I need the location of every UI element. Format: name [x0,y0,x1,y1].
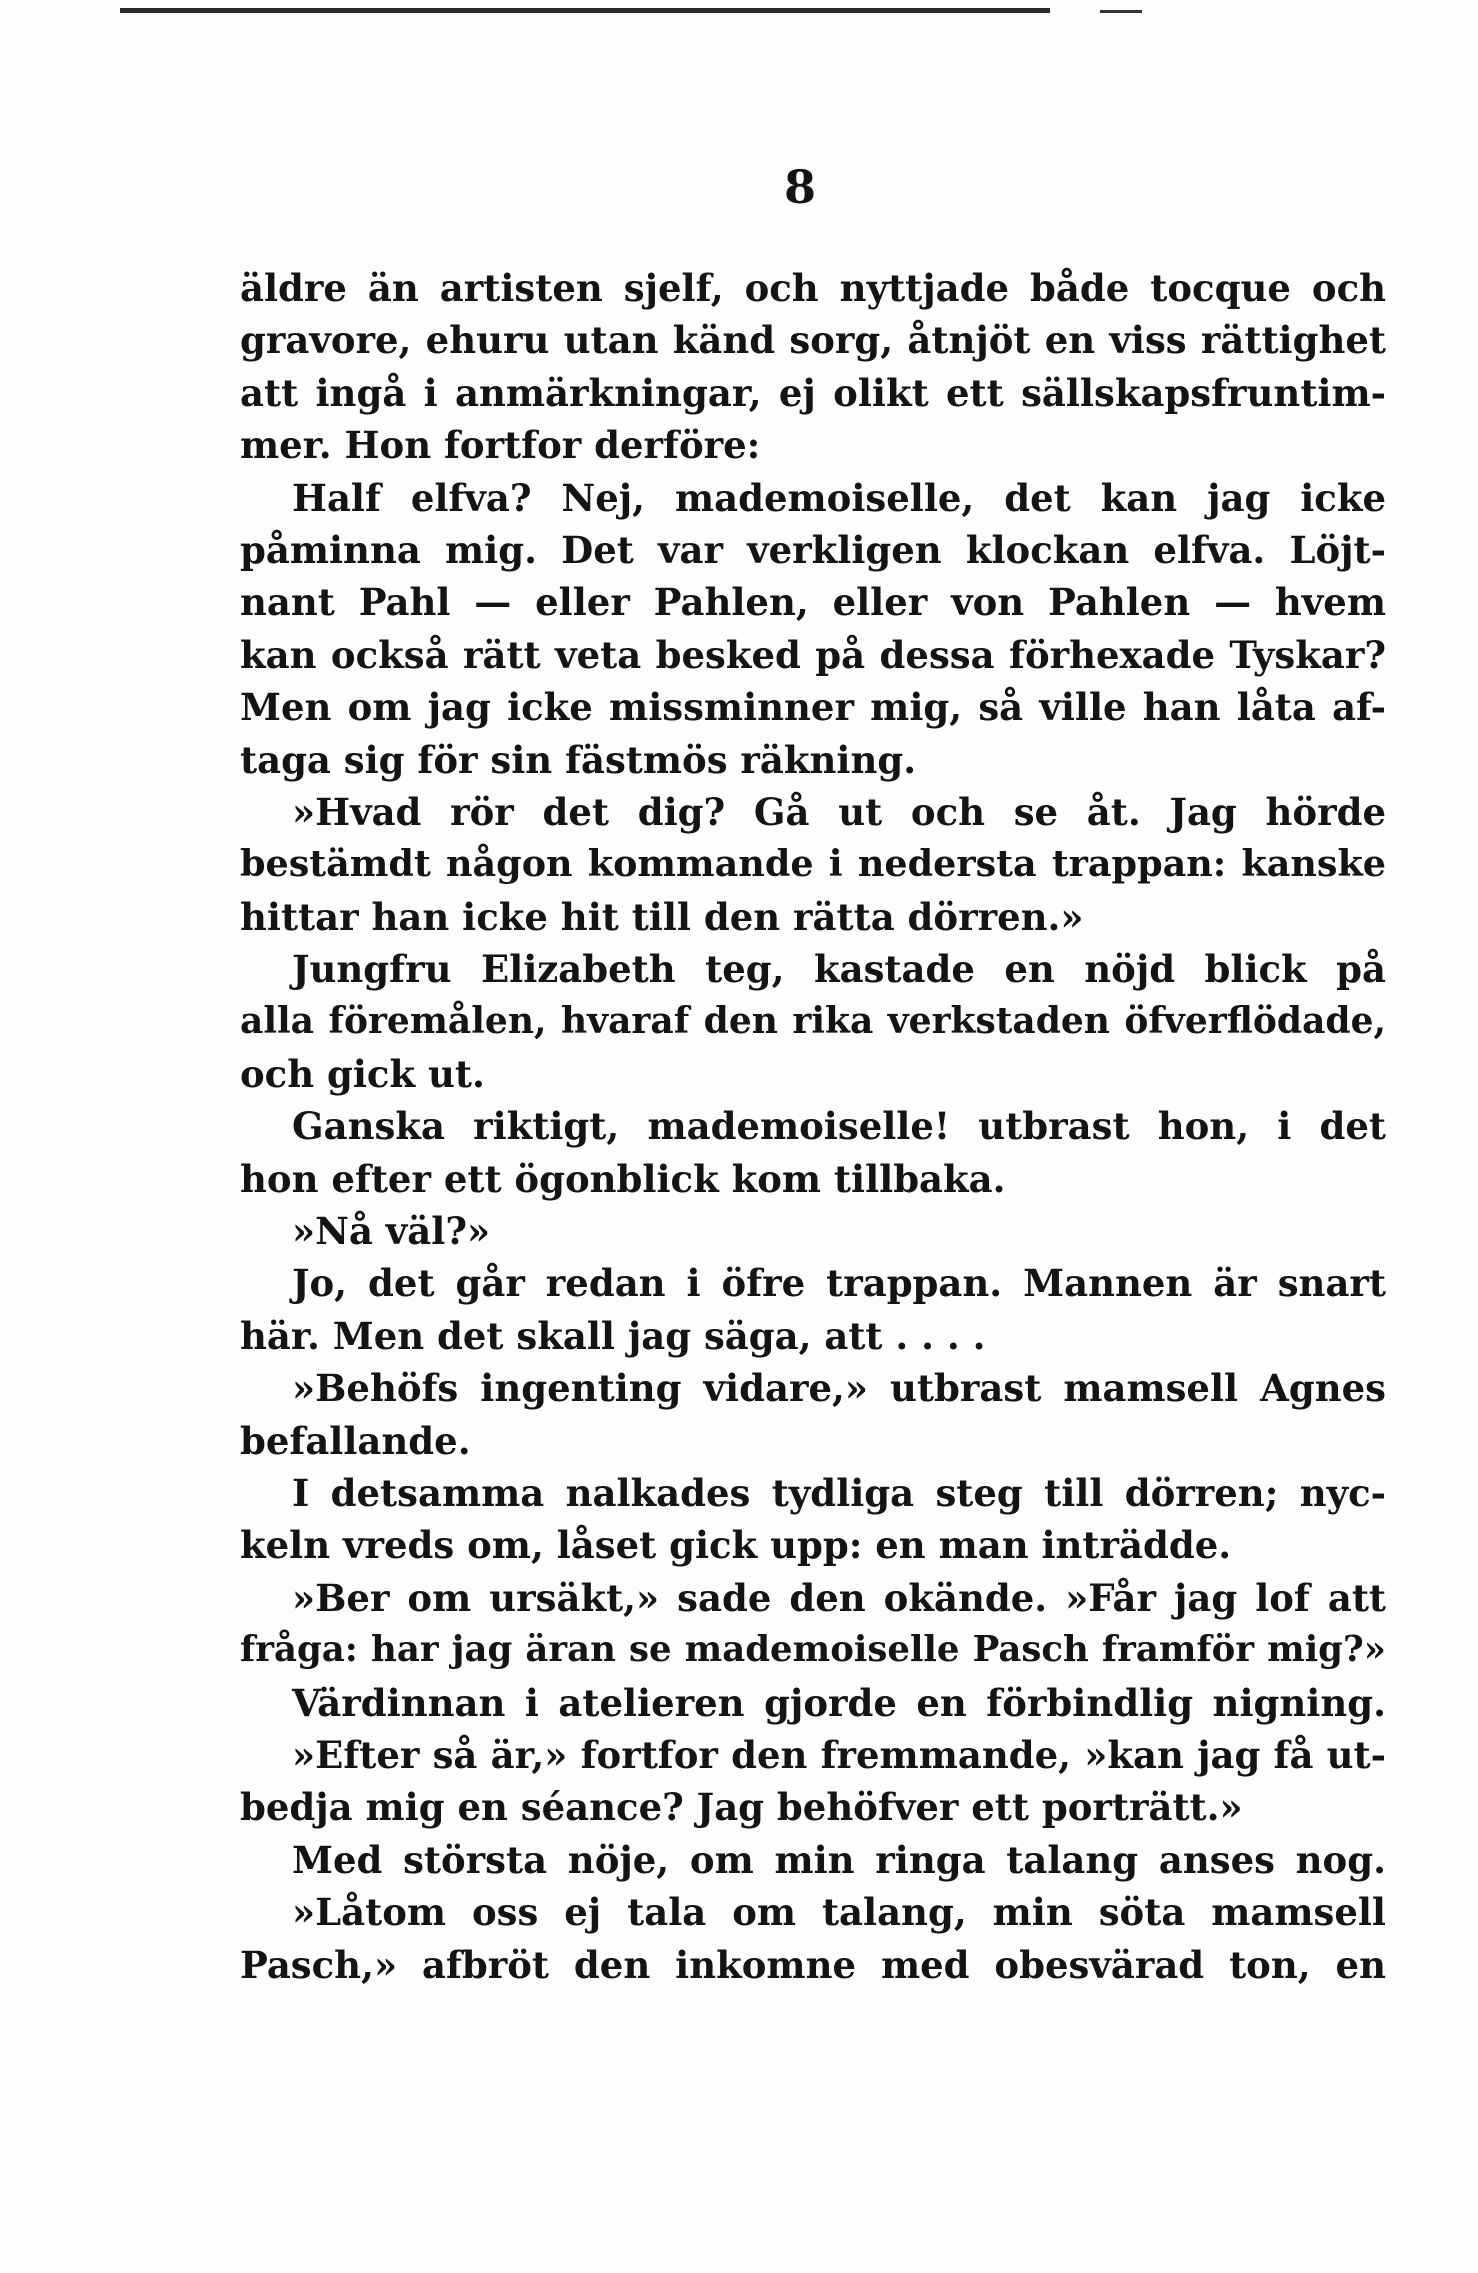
text-line: bedja mig en séance? Jag behöfver ett porträtt.» [240,1785,1243,1830]
text-line: Med största nöje, om min ringa talang anses nog. [292,1837,1386,1882]
text-line: fråga: har jag äran se mademoiselle Pasch framför mig?» [240,1629,1386,1671]
text-line: påminna mig. Det var verkligen klockan elfva. Löjt- [240,527,1386,572]
text-line: äldre än artisten sjelf, och nyttjade både tocque och [240,266,1386,310]
body-text [240,262,1386,1991]
text-line: Pasch,» afbröt den inkomne med obesvärad ton, en [240,1942,1386,1987]
text-line: Jo, det går redan i öfre trappan. Mannen är snart [292,1261,1386,1306]
text-line: gravore, ehuru utan känd sorg, åtnjöt en viss rättighet [240,318,1386,363]
text-line: Half elfva? Nej, mademoiselle, det kan jag icke [292,475,1386,520]
text-line: Ganska riktigt, mademoiselle! utbrast hon, i det [292,1104,1386,1149]
text-line: hon efter ett ögonblick kom tillbaka. [240,1156,1006,1201]
text-line: och gick ut. [240,1051,485,1096]
text-line: mer. Hon fortfor derföre: [240,423,761,468]
text-line: keln vreds om, låset gick upp: en man inträdde. [240,1523,1232,1568]
text-line: att ingå i anmärkningar, ej olikt ett sällskapsfruntim- [240,370,1386,415]
text-line: kan också rätt veta besked på dessa förhexade Tyskar? [240,632,1386,677]
text-line: alla föremålen, hvaraf den rika verkstaden öfverflödade, [240,1000,1386,1043]
text-line: »Låtom oss ej tala om talang, min söta mamsell [292,1890,1386,1935]
text-line: Jungfru Elizabeth teg, kastade en nöjd blick på [292,947,1386,992]
text-line: nant Pahl — eller Pahlen, eller von Pahlen — hvem [240,580,1386,625]
text-line: här. Men det skall jag säga, att . . . . [240,1313,986,1358]
text-line: »Ber om ursäkt,» sade den okände. »Får jag lof att [292,1575,1386,1620]
text-line: »Efter så är,» fortfor den fremmande, »kan jag få ut- [292,1732,1386,1777]
text-line: Värdinnan i atelieren gjorde en förbindlig nigning. [292,1680,1386,1725]
text-line: bestämdt någon kommande i nedersta trappan: kanske [240,842,1386,886]
text-line: »Behöfs ingenting vidare,» utbrast mamsell Agnes [292,1366,1386,1411]
text-line: taga sig för sin fästmös räkning. [240,737,917,782]
top-rule-mark [1100,10,1142,13]
text-line: »Hvad rör det dig? Gå ut och se åt. Jag hörde [292,789,1386,834]
text-line: Men om jag icke missminner mig, så ville han låta af- [240,685,1386,730]
text-line: »Nå väl?» [292,1209,491,1254]
text-line: hittar han icke hit till den rätta dörren.» [240,894,1084,939]
text-line: befallande. [240,1418,471,1463]
text-line: I detsamma nalkades tydliga steg till dörren; nyc- [292,1470,1386,1515]
top-rule [120,8,1050,13]
page-number: 8 [783,160,816,214]
